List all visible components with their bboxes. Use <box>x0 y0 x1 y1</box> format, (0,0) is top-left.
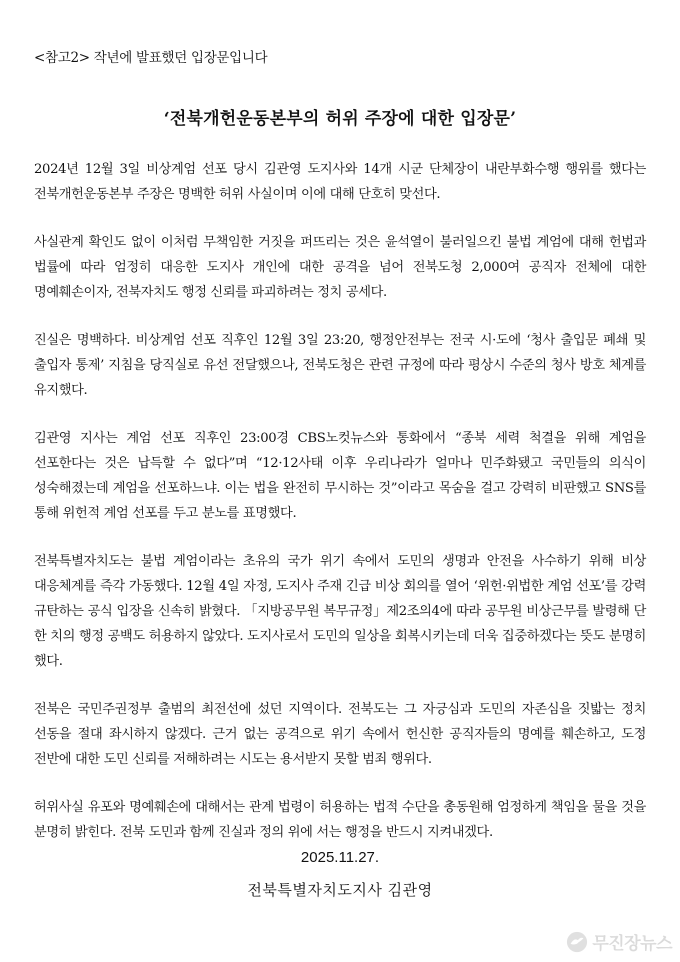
watermark <box>566 929 672 954</box>
reference-note: <참고2> 작년에 발표했던 입장문입니다 <box>34 50 268 66</box>
issue-date: 2025.11.27. <box>300 849 380 866</box>
watermark-text: 무진장뉴스 <box>592 934 672 954</box>
paragraph-1: 2024년 12월 3일 비상계엄 선포 당시 김관영 도지사와 14개 시군 단체장이 내란부화수행 행위를 했다는 전북개헌운동본부 주장은 명백한 허위 사실이며 이에 대해 단호히 맞선다. <box>34 162 646 202</box>
paragraph-5: 전북특별자치도는 불법 계엄이라는 초유의 국가 위기 속에서 도민의 생명과 안전을 사수하기 위해 비상 대응체계를 즉각 가동했다. 12월 4일 자정, 도지사 주재 긴급 비상 회의를 열어 ‘위헌·위법한 계엄 선포’를 강력 규탄하는 공식 입장을 신속히 밝혔다. 「지방공무원 복무규정」제2조의4에 따라 공무원 비상근무를 발령해 단 한 치의 행정 공백도 허용하지 않았다. 도지사로서 도민의 일상을 회복시키는데 더욱 집중하겠다는 뜻도 분명히 했다. <box>34 554 646 669</box>
signature: 전북특별자치도지사 김관영 <box>247 881 433 899</box>
document-body <box>34 157 646 868</box>
paragraph-7: 허위사실 유포와 명예훼손에 대해서는 관계 법령이 허용하는 법적 수단을 총동원해 엄정하게 책임을 물을 것을 분명히 밝힌다. 전북 도민과 함께 진실과 정의 위에 서는 행정을 반드시 지켜내겠다. <box>34 800 646 840</box>
paragraph-3: 진실은 명백하다. 비상계엄 선포 직후인 12월 3일 23:20, 행정안전부는 전국 시·도에 ‘청사 출입문 폐쇄 및 출입자 통제’ 지침을 당직실로 유선 전달했으나, 전북도청은 관련 규정에 따라 평상시 수준의 청사 방호 체계를 유지했다. <box>34 333 646 398</box>
document-title: ‘전북개헌운동본부의 허위 주장에 대한 입장문’ <box>163 109 517 129</box>
paragraph-2: 사실관계 확인도 없이 이처럼 무책임한 거짓을 퍼뜨리는 것은 윤석열이 불러일으킨 불법 계엄에 대해 헌법과 법률에 따라 엄정히 대응한 도지사 개인에 대한 공격을 넘어 전북도청 2,000여 공직자 전체에 대한 명예훼손이자, 전북자치도 행정 신뢰를 파괴하려는 정치 공세다. <box>34 235 646 300</box>
paragraph-6: 전북은 국민주권정부 출범의 최전선에 섰던 지역이다. 전북도는 그 자긍심과 도민의 자존심을 짓밟는 정치 선동을 절대 좌시하지 않겠다. 근거 없는 공격으로 위기 속에서 헌신한 공직자들의 명예를 훼손하고, 도정 전반에 대한 도민 신뢰를 저해하려는 시도는 용서받지 못할 범죄 행위다. <box>34 702 646 767</box>
paragraph-4: 김관영 지사는 계엄 선포 직후인 23:00경 CBS노컷뉴스와 통화에서 “종북 세력 척결을 위해 계엄을 선포한다는 것은 납득할 수 없다”며 “12·12사태 이후 우리나라가 얼마나 민주화됐고 국민들의 의식이 성숙해졌는데 계엄을 선포하느냐. 이는 법을 완전히 무시하는 것”이라고 목숨을 걸고 강력히 비판했고 SNS를 통해 위헌적 계엄 선포를 두고 분노를 표명했다. <box>34 431 646 521</box>
bird-logo-icon <box>566 931 588 953</box>
